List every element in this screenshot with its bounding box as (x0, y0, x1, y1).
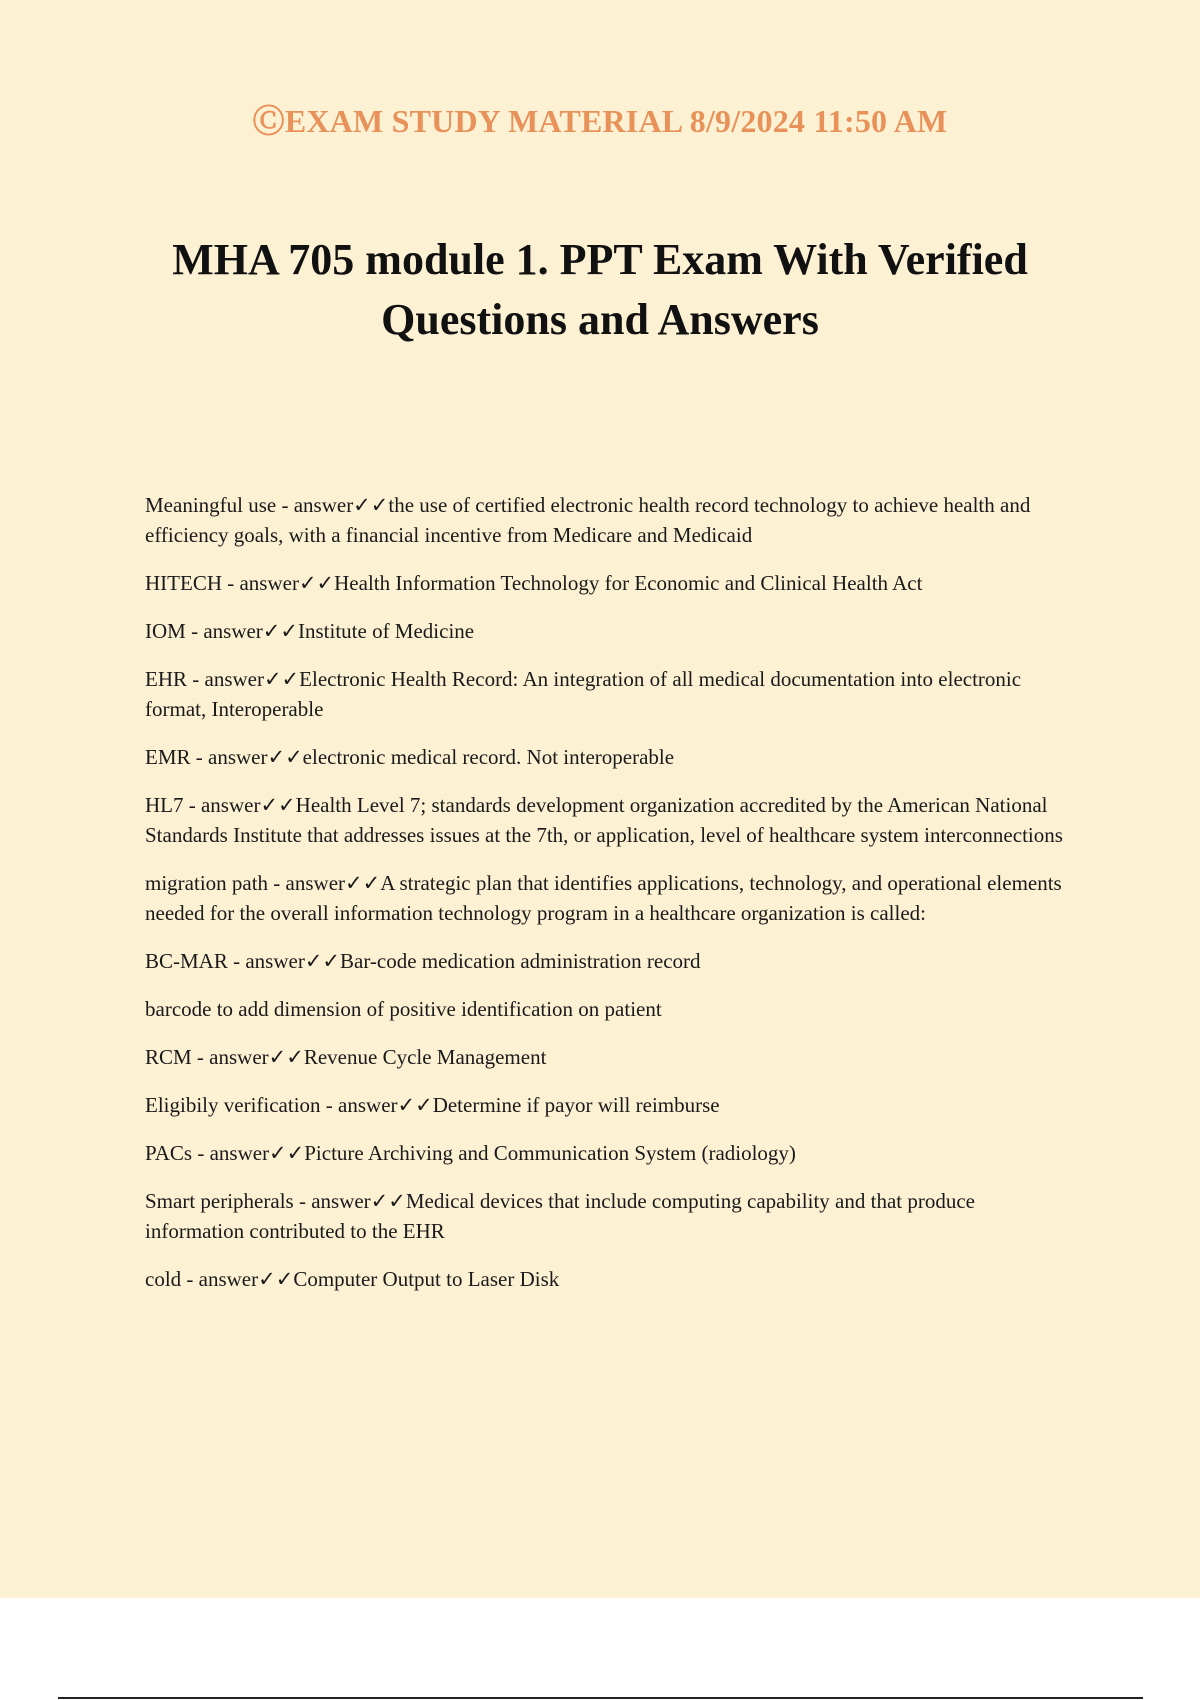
qa-item-rcm: RCM - answer✓✓Revenue Cycle Management (145, 1045, 547, 1069)
qa-item-bc-mar: BC-MAR - answer✓✓Bar-code medication administration record (145, 949, 701, 973)
qa-list (145, 490, 1065, 1312)
qa-item-hl7: HL7 - answer✓✓Health Level 7; standards development organization accredited by the American National Standards Institute that addresses issues at the 7th, or application, level of healthcare system interconnections (145, 793, 1063, 847)
page-divider (58, 1697, 1143, 1699)
qa-item-barcode-note: barcode to add dimension of positive identification on patient (145, 997, 662, 1021)
qa-item-cold: cold - answer✓✓Computer Output to Laser Disk (145, 1267, 560, 1291)
qa-item-iom: IOM - answer✓✓Institute of Medicine (145, 619, 475, 643)
watermark-header: ⒸEXAM STUDY MATERIAL 8/9/2024 11:50 AM (252, 103, 948, 139)
qa-item-hitech: HITECH - answer✓✓Health Information Technology for Economic and Clinical Health Act (145, 571, 923, 595)
qa-item-eligibility: Eligibily verification - answer✓✓Determine if payor will reimburse (145, 1093, 720, 1117)
qa-item-meaningful-use: Meaningful use - answer✓✓the use of certified electronic health record technology to achieve health and efficiency goals, with a financial incentive from Medicare and Medicaid (145, 493, 1031, 547)
qa-item-pacs: PACs - answer✓✓Picture Archiving and Communication System (radiology) (145, 1141, 796, 1165)
qa-item-smart-peripherals: Smart peripherals - answer✓✓Medical devices that include computing capability and that produce information contributed to the EHR (145, 1189, 976, 1243)
qa-item-ehr: EHR - answer✓✓Electronic Health Record: An integration of all medical documentation into electronic format, Interoperable (145, 667, 1022, 721)
document-title: MHA 705 module 1. PPT Exam With Verified Questions and Answers (172, 235, 1028, 344)
qa-item-migration-path: migration path - answer✓✓A strategic plan that identifies applications, technology, and operational elements needed for the overall information technology program in a healthcare organization is called: (145, 871, 1062, 925)
qa-item-emr: EMR - answer✓✓electronic medical record. Not interoperable (145, 745, 675, 769)
